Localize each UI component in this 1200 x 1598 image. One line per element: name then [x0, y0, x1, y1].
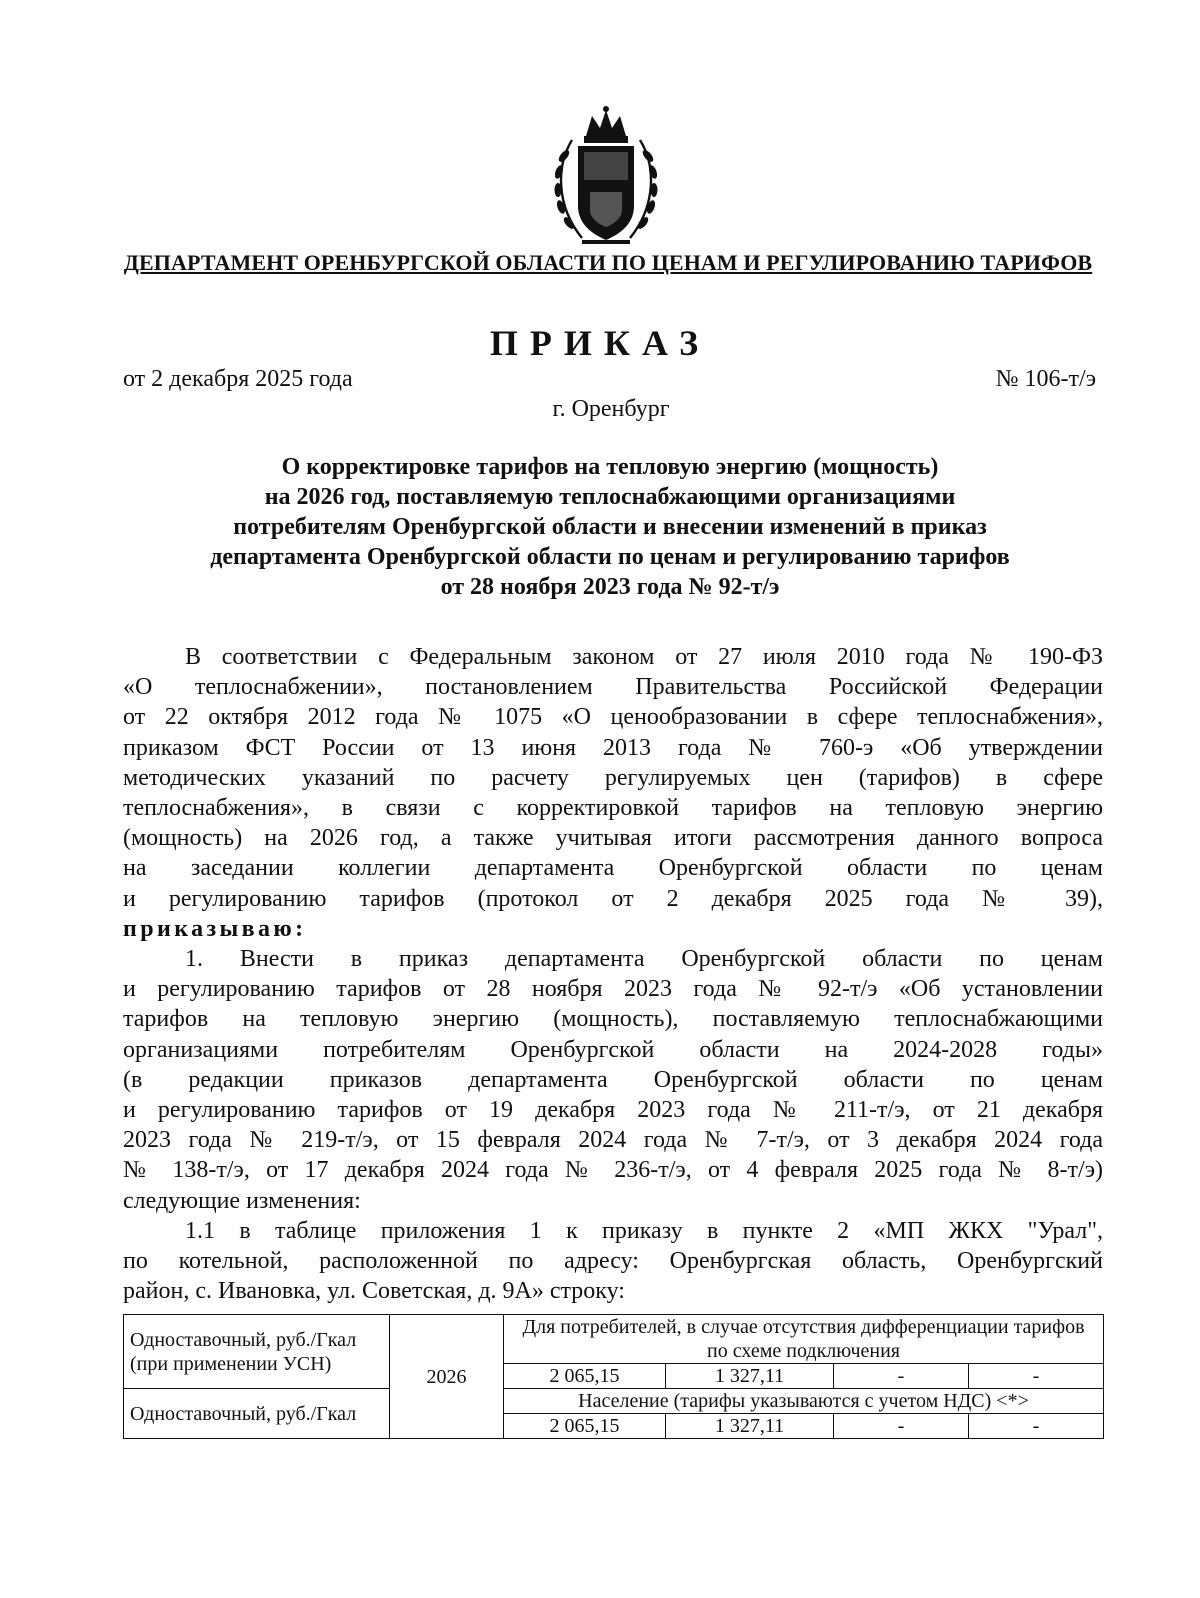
table-cell-value: - — [834, 1364, 969, 1389]
preamble-line: методических указаний по расчету регулируемых цен (тарифов) в сфере — [123, 764, 1103, 791]
preamble-line: «О теплоснабжении», постановлением Правительства Российской Федерации — [123, 674, 1103, 701]
table-row — [124, 1389, 1104, 1414]
table-cell-label: Одноставочный, руб./Гкал — [124, 1389, 390, 1439]
item1-line: и регулированию тарифов от 28 ноября 2023 года № 92-т/э «Об установлении — [123, 976, 1103, 1003]
table-cell-value: 2 065,15 — [504, 1414, 666, 1439]
department-name: ДЕПАРТАМЕНТ ОРЕНБУРГСКОЙ ОБЛАСТИ ПО ЦЕНАМ И РЕГУЛИРОВАНИЮ ТАРИФОВ — [123, 250, 1093, 275]
order-city: г. Оренбург — [552, 396, 670, 422]
table-cell-value: - — [834, 1414, 969, 1439]
item1-line: (в редакции приказов департамента Оренбургской области по ценам — [123, 1066, 1103, 1093]
item1-line: тарифов на тепловую энергию (мощность), поставляемую теплоснабжающими — [123, 1006, 1103, 1033]
subject-line: от 28 ноября 2023 года № 92-т/э — [440, 574, 780, 600]
preamble-line: от 22 октября 2012 года № 1075 «О ценообразовании в сфере теплоснабжения», — [123, 704, 1103, 731]
item1-line: следующие изменения: — [123, 1187, 361, 1214]
order-number: № 106-т/э — [995, 366, 1096, 392]
table-cell-value: 1 327,11 — [666, 1414, 834, 1439]
subject-line: департамента Оренбургской области по ценам и регулированию тарифов — [210, 544, 1010, 570]
preamble-line: приказом ФСТ России от 13 июня 2013 года № 760-э «Об утверждении — [123, 734, 1103, 761]
item1-line: и регулированию тарифов от 19 декабря 2023 года № 211-т/э, от 21 декабря — [123, 1097, 1103, 1124]
subject-line: О корректировке тарифов на тепловую энергию (мощность) — [281, 454, 939, 480]
item1-line: № 138-т/э, от 17 декабря 2024 года № 236-т/э, от 4 февраля 2025 года № 8-т/э) — [123, 1157, 1103, 1184]
table-cell-value: - — [969, 1364, 1104, 1389]
order-subject — [140, 452, 1080, 602]
table-cell-value: 1 327,11 — [666, 1364, 834, 1389]
subject-line: на 2026 год, поставляемую теплоснабжающими организациями — [264, 484, 956, 510]
item1-line: 1. Внести в приказ департамента Оренбургской области по ценам — [185, 946, 1103, 973]
table-cell-value: 2 065,15 — [504, 1364, 666, 1389]
item1-line: 2023 года № 219-т/э, от 15 февраля 2024 года № 7-т/э, от 3 декабря 2024 года — [123, 1127, 1103, 1154]
preamble-line: (мощность) на 2026 год, а также учитывая итоги рассмотрения данного вопроса — [123, 825, 1103, 852]
table-row — [124, 1315, 1104, 1364]
ordering-word: приказываю: — [123, 915, 307, 942]
table-cell-header: Население (тарифы указываются с учетом НДС) <*> — [504, 1389, 1104, 1414]
order-date: от 2 декабря 2025 года — [123, 366, 353, 392]
item1-1-line: 1.1 в таблице приложения 1 к приказу в пункте 2 «МП ЖКХ "Урал", — [185, 1217, 1103, 1244]
table-cell-header: Для потребителей, в случае отсутствия дифференциации тарифов по схеме подключения — [504, 1315, 1104, 1364]
preamble-line: на заседании коллегии департамента Оренбургской области по ценам — [123, 855, 1103, 882]
item1-1-line: по котельной, расположенной по адресу: Оренбургская область, Оренбургский — [123, 1248, 1103, 1275]
subject-line: потребителям Оренбургской области и внесении изменений в приказ — [233, 514, 987, 540]
table-cell-label: Одноставочный, руб./Гкал (при применении УСН) — [124, 1315, 390, 1389]
coat-of-arms-icon — [542, 106, 670, 246]
document-type: ПРИКАЗ — [489, 323, 711, 363]
preamble-line: В соответствии с Федеральным законом от 27 июля 2010 года № 190-ФЗ — [185, 644, 1103, 670]
tariff-table — [123, 1314, 1104, 1439]
item1-1-line: район, с. Ивановка, ул. Советская, д. 9А» строку: — [123, 1278, 625, 1305]
preamble-line: и регулированию тарифов (протокол от 2 декабря 2025 года № 39), — [123, 885, 1103, 912]
order-body — [123, 642, 1103, 1306]
item1-line: организациями потребителям Оренбургской области на 2024-2028 годы» — [123, 1036, 1103, 1063]
preamble-line: теплоснабжения», в связи с корректировкой тарифов на тепловую энергию — [123, 795, 1103, 822]
table-cell-year: 2026 — [390, 1315, 504, 1439]
table-cell-value: - — [969, 1414, 1104, 1439]
